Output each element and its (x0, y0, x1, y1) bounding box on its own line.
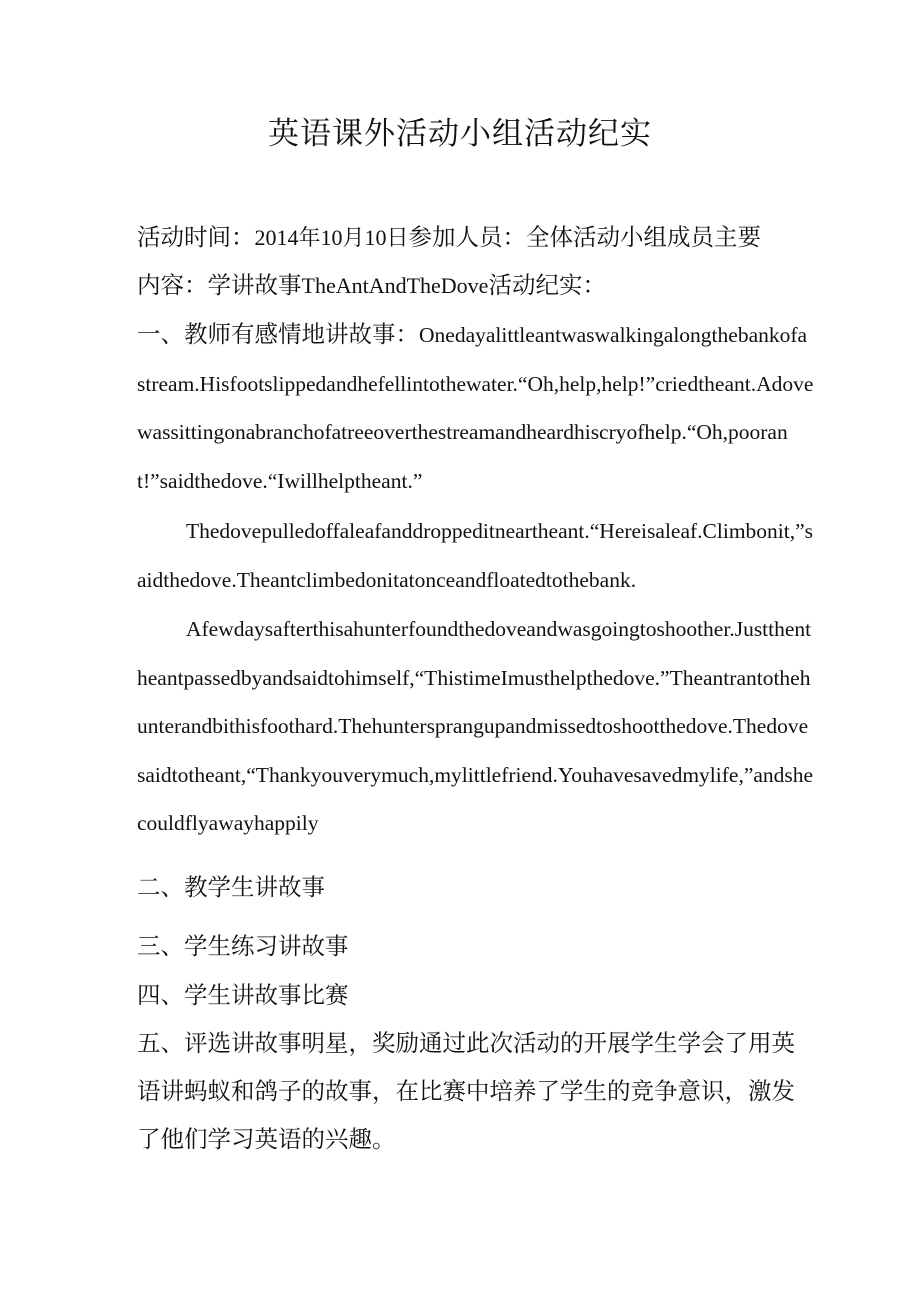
meta-line-2 (137, 268, 817, 303)
activity-date: 2014年10月10日 (254, 225, 409, 250)
section-5: 五、评选讲故事明星，奖励通过此次活动的开展学生学会了用英语讲蚂蚁和鸽子的故事，在比赛中培养了学生的竞争意识，激发了他们学习英语的兴趣。 (137, 1029, 795, 1153)
section-3: 三、学生练习讲故事 (137, 932, 349, 960)
time-label: 活动时间： (137, 223, 255, 251)
story-paragraph-1 (137, 310, 815, 505)
story-paragraph-2: Thedovepulledoffaleafanddroppeditneartheant.“Hereisaleaf.Climbonit,”saidthedove.Theantclimbedonitatonceandfloatedtothebank. (137, 519, 814, 592)
content-label: 内容：学讲故事 (137, 271, 302, 299)
participants-text: 参加人员：全体活动小组成员主要 (408, 223, 762, 251)
story-paragraph-3: Afewdaysafterthisahunterfoundthedoveandwasgoingtoshoother.Justthentheantpassedbyandsaidtohimself,“ThistimeImusthelpthedove.”Theantrantothehunterandbithisfoothard.Thehuntersprangupandmissedtoshootthedove.Thedovesaidtotheant,“Thankyouverymuch,mylittlefriend.Youhavesavedmylife,”andshecouldflyawayhappily (137, 617, 814, 835)
story-title: TheAntAndTheDove (301, 273, 489, 298)
section-4: 四、学生讲故事比赛 (137, 981, 349, 1009)
section-1-heading: 一、教师有感情地讲故事： (137, 320, 419, 348)
record-label: 活动纪实： (488, 271, 606, 299)
page-title: 英语课外活动小组活动纪实 (268, 116, 652, 152)
section-2: 二、教学生讲故事 (137, 873, 325, 901)
story-text-1: Onedayalittleantwaswalkingalongthebankofastream.Hisfootslippedandhefellintothewater.“Oh,help,help!”criedtheant.Adovewassittingonabranchofatreeoverthestreamandheardhiscryofhelp.“Oh,poorant!”saidthedove.“Iwillhelptheant.” (137, 323, 814, 493)
meta-line-1 (137, 220, 817, 255)
